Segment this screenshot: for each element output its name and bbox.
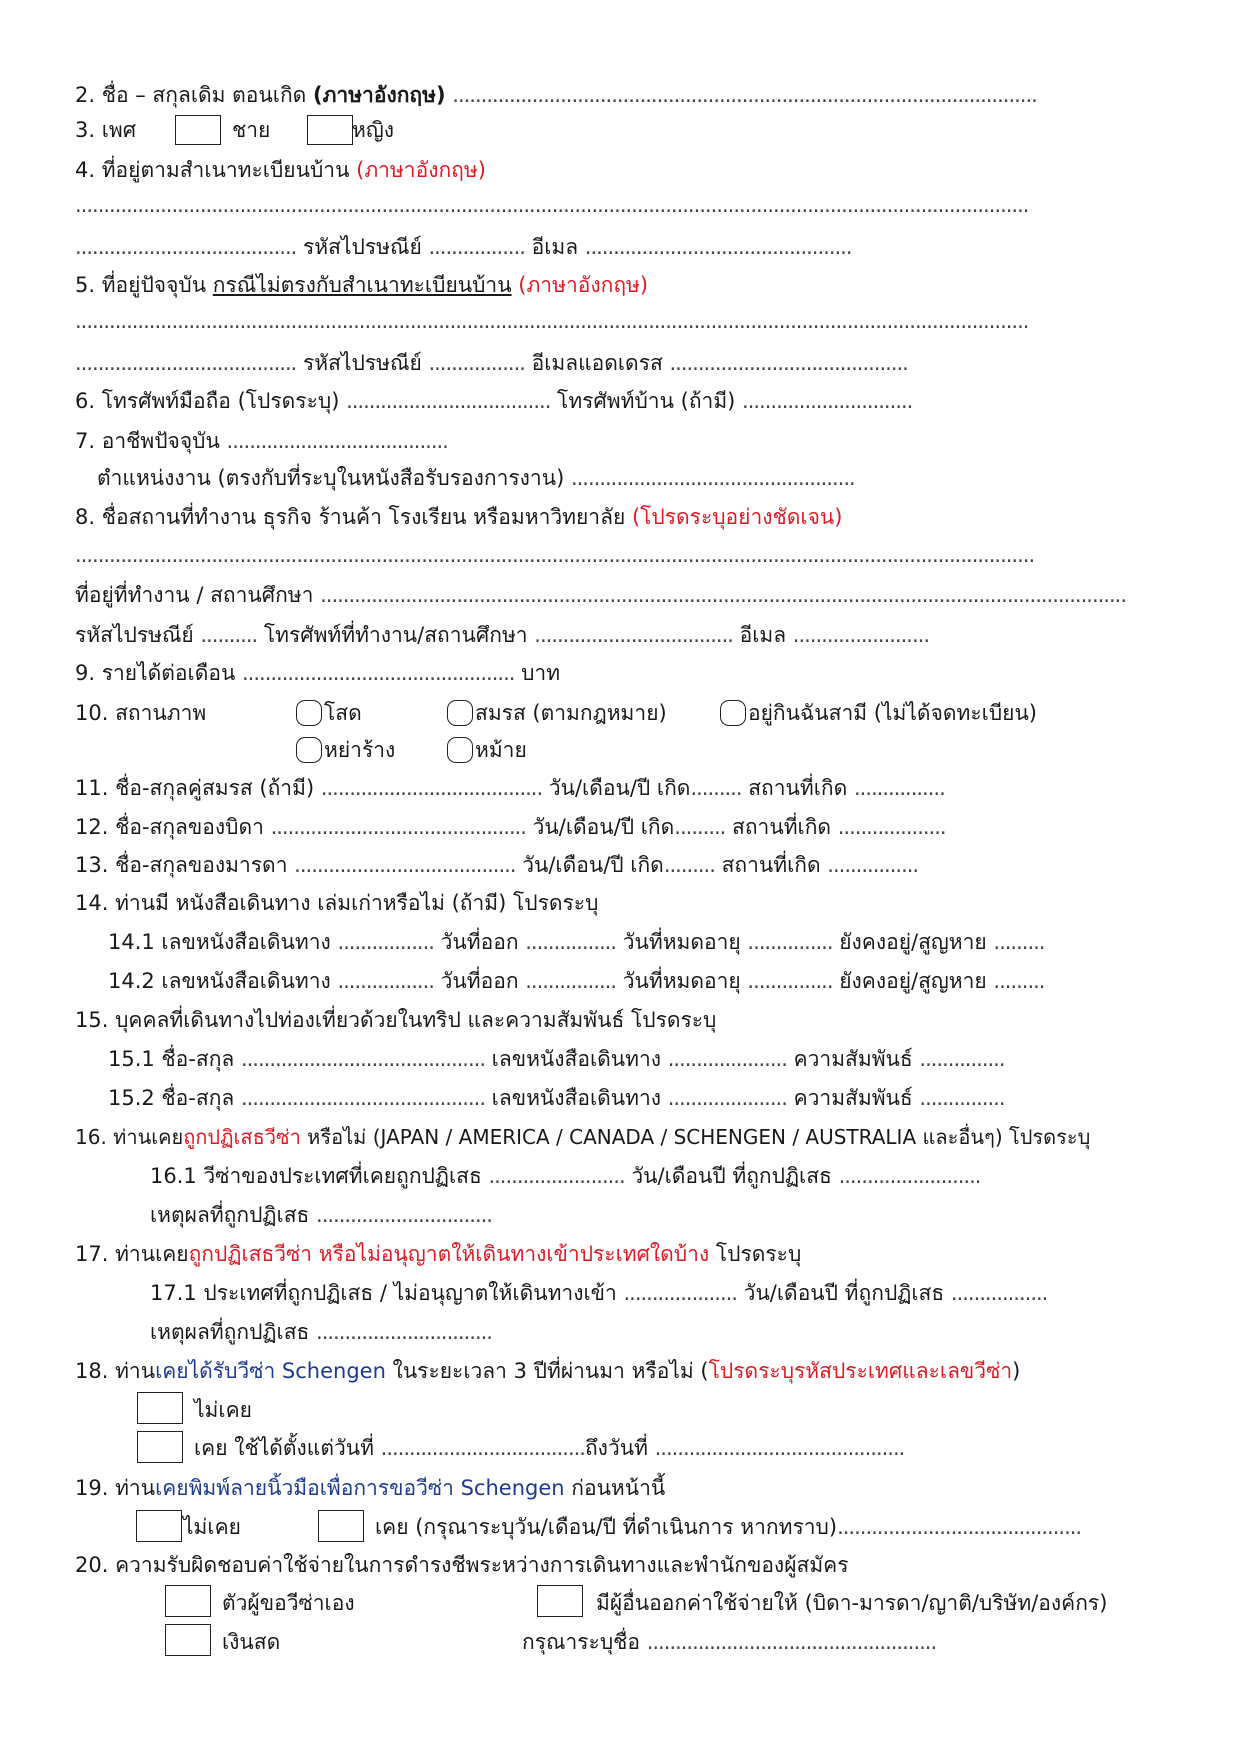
q6-home-field[interactable]: .............................. <box>742 389 913 413</box>
q18-blue: เคยได้รับวีซ่า Schengen <box>155 1359 386 1383</box>
q5-underline-note: กรณีไม่ตรงกับสำเนาทะเบียนบ้าน <box>212 273 512 297</box>
q4-label: 4. ที่อยู่ตามสำเนาทะเบียนบ้าน <box>75 158 357 182</box>
q18-ever-checkbox[interactable] <box>137 1431 183 1463</box>
q20-cash-label: เงินสด <box>222 1630 281 1654</box>
q19-never-checkbox[interactable] <box>136 1510 182 1542</box>
q4-address-field[interactable]: ....................................... <box>75 235 297 259</box>
q16-post: หรือไม่ (JAPAN / AMERICA / CANADA / SCHENGEN / AUSTRALIA และอื่นๆ) โปรดระบุ <box>300 1125 1091 1149</box>
q20-self-label: ตัวผู้ขอวีซ่าเอง <box>222 1591 355 1615</box>
q8-name-line[interactable]: ......................................................................................................................................................................... <box>75 543 1035 567</box>
q5-row2 <box>75 348 908 378</box>
q13-pob-label: สถานที่เกิด <box>714 853 828 877</box>
q17-red: ถูกปฏิเสธวีซ่า หรือไม่อนุญาตให้เดินทางเข้าประเทศใดบ้าง <box>188 1242 710 1266</box>
q20-other-label: มีผู้อื่นออกค่าใช้จ่ายให้ (บิดา-มารดา/ญาติ/บริษัท/องค์กร) <box>596 1591 1108 1615</box>
q17-sub-row <box>150 1278 1047 1308</box>
q6-home-label: โทรศัพท์บ้าน (ถ้ามี) <box>550 389 743 413</box>
q14-row1 <box>108 927 1044 957</box>
q17-reason-field[interactable]: ............................... <box>316 1320 492 1344</box>
q8-postcode-label: รหัสไปรษณีย์ <box>75 623 201 647</box>
q16-date-label: วัน/เดือนปี ที่ถูกปฏิเสธ <box>624 1164 839 1188</box>
q2-label: 2. ชื่อ – สกุลเดิม ตอนเกิด <box>75 83 313 107</box>
q10-label: 10. สถานภาพ <box>75 701 207 725</box>
q15-2-name-field[interactable]: ........................................... <box>240 1086 485 1110</box>
q14-1-issued-label: วันที่ออก <box>433 930 526 954</box>
q18-until-label: ถึงวันที่ <box>584 1436 655 1460</box>
married-label: สมรส (ตามกฎหมาย) <box>475 701 667 725</box>
q11-dob-field[interactable]: ......... <box>690 776 742 800</box>
q14-2-status-field[interactable]: ......... <box>993 969 1045 993</box>
q16-reason-field[interactable]: ............................... <box>316 1203 492 1227</box>
q14-row2 <box>108 966 1044 996</box>
q6-mobile-field[interactable]: .................................... <box>346 389 551 413</box>
q19-date-field[interactable]: ........................................... <box>837 1515 1082 1539</box>
q14-label: 14. ท่านมี หนังสือเดินทาง เล่มเก่าหรือไม่ (ถ้ามี) โปรดระบุ <box>75 891 599 915</box>
q15-2-relation-field[interactable]: ............... <box>919 1086 1005 1110</box>
q5-address-line[interactable]: ........................................................................................................................................................................ <box>75 309 1029 333</box>
q7-row <box>75 426 448 456</box>
q5-email-label: อีเมลแอดเดรส <box>524 351 670 375</box>
q9-row <box>75 658 560 688</box>
q17-pre: 17. ท่านเคย <box>75 1242 189 1266</box>
q8-email-field[interactable]: ........................ <box>792 623 929 647</box>
q12-pob-label: สถานที่เกิด <box>725 815 838 839</box>
q11-dob-label: วัน/เดือน/ปี เกิด <box>542 776 691 800</box>
q11-name-field[interactable]: ....................................... <box>320 776 543 800</box>
q15-1-label: 15.1 ชื่อ-สกุล <box>108 1047 241 1071</box>
q12-pob-field[interactable]: ................... <box>837 815 946 839</box>
q5-postcode-label: รหัสไปรษณีย์ <box>296 351 429 375</box>
q8-postcode-field[interactable]: .......... <box>200 623 258 647</box>
q15-1-passport-field[interactable]: ..................... <box>667 1047 787 1071</box>
q17-row <box>75 1239 801 1269</box>
q5-email-field[interactable]: .......................................... <box>669 351 908 375</box>
q20-label: 20. ความรับผิดชอบค่าใช้จ่ายในการดำรงชีพระหว่างการเดินทางและพำนักของผู้สมัคร <box>75 1553 849 1577</box>
q8-email-label: อีเมล <box>732 623 793 647</box>
q17-reason-label: เหตุผลที่ถูกปฏิเสธ <box>150 1320 317 1344</box>
widowed-label: หม้าย <box>475 738 527 762</box>
q16-sub-row <box>150 1161 980 1191</box>
q15-1-passport-label: เลขหนังสือเดินทาง <box>485 1047 668 1071</box>
q14-2-expiry-field[interactable]: ............... <box>747 969 833 993</box>
q16-reason-label: เหตุผลที่ถูกปฏิเสธ <box>150 1203 317 1227</box>
divorced-radio[interactable] <box>296 737 322 763</box>
male-checkbox[interactable] <box>175 115 221 145</box>
q19-row <box>75 1473 665 1503</box>
q16-pre: 16. ท่านเคย <box>75 1125 184 1149</box>
q5-language-note: (ภาษาอังกฤษ) <box>511 273 649 297</box>
q15-2-label: 15.2 ชื่อ-สกุล <box>108 1086 241 1110</box>
q17-date-label: วัน/เดือนปี ที่ถูกปฏิเสธ <box>736 1281 951 1305</box>
q7-label: 7. อาชีพปัจจุบัน <box>75 429 227 453</box>
q14-1-expiry-field[interactable]: ............... <box>747 930 833 954</box>
q2-emphasis: (ภาษาอังกฤษ) <box>312 83 446 107</box>
q18-from-field[interactable]: .................................... <box>380 1436 585 1460</box>
cohabit-label: อยู่กินฉันสามี (ไม่ได้จดทะเบียน) <box>748 701 1037 725</box>
q8-phone-field[interactable]: ................................... <box>534 623 733 647</box>
q6-mobile-label: 6. โทรศัพท์มือถือ (โปรดระบุ) <box>75 389 347 413</box>
q12-label: 12. ชื่อ-สกุลของบิดา <box>75 815 271 839</box>
q14-1-issued-field[interactable]: ................ <box>525 930 617 954</box>
q15-1-name-field[interactable]: ........................................... <box>240 1047 485 1071</box>
q8-contact-row <box>75 620 929 650</box>
q18-never-label: ไม่เคย <box>194 1398 252 1422</box>
q15-1-relation-label: ความสัมพันธ์ <box>786 1047 920 1071</box>
q8-note: (โปรดระบุอย่างชัดเจน) <box>631 505 843 529</box>
q7-position-field[interactable]: .................................................. <box>570 466 855 490</box>
q18-ever-label: เคย ใช้ได้ตั้งแต่วันที่ <box>194 1436 381 1460</box>
q7-position-label: ตำแหน่งงาน (ตรงกับที่ระบุในหนังสือรับรองการงาน) <box>97 466 571 490</box>
q6-row <box>75 386 912 416</box>
q18-mid: ในระยะเวลา 3 ปีที่ผ่านมา หรือไม่ ( <box>385 1359 709 1383</box>
divorced-label: หย่าร้าง <box>324 738 396 762</box>
q8-address-field[interactable]: .............................................................................................................................................. <box>320 583 1127 607</box>
q4-postcode-field[interactable]: ................. <box>428 235 525 259</box>
single-label: โสด <box>324 701 362 725</box>
q19-ever-row <box>375 1512 1081 1542</box>
q20-name-row <box>522 1627 936 1657</box>
q17-country-field[interactable]: .................... <box>623 1281 737 1305</box>
single-radio[interactable] <box>296 700 322 726</box>
q20-name-label: กรุณาระบุชื่อ <box>522 1630 647 1654</box>
q12-dob-label: วัน/เดือน/ปี เกิด <box>525 815 675 839</box>
q5-row <box>75 270 648 300</box>
married-radio[interactable] <box>447 700 473 726</box>
q9-label: 9. รายได้ต่อเดือน <box>75 661 242 685</box>
q18-until-field[interactable]: ............................................ <box>654 1436 905 1460</box>
q5-label: 5. ที่อยู่ปัจจุบัน <box>75 273 213 297</box>
q14-2-expiry-label: วันที่หมดอายุ <box>616 969 748 993</box>
cohabit-radio[interactable] <box>720 700 746 726</box>
q16-reason-row <box>150 1200 492 1230</box>
q8-row <box>75 502 842 532</box>
q19-never-label: ไม่เคย <box>183 1515 241 1539</box>
q19-post: ก่อนหน้านี้ <box>564 1476 666 1500</box>
q13-row <box>75 850 918 880</box>
q12-dob-field[interactable]: ......... <box>674 815 726 839</box>
q4-address-line[interactable]: ........................................................................................................................................................................ <box>75 193 1029 217</box>
q4-language-note: (ภาษาอังกฤษ) <box>356 158 486 182</box>
q15-2-relation-label: ความสัมพันธ์ <box>786 1086 920 1110</box>
q17-post: โปรดระบุ <box>709 1242 802 1266</box>
q4-email-field[interactable]: ............................................... <box>584 235 852 259</box>
q15-2-passport-field[interactable]: ..................... <box>667 1086 787 1110</box>
q7-position-row <box>97 463 855 493</box>
q15-1-relation-field[interactable]: ............... <box>919 1047 1005 1071</box>
q2-row <box>75 80 1037 110</box>
q16-sub-label: 16.1 วีซ่าของประเทศที่เคยถูกปฏิเสธ <box>150 1164 489 1188</box>
female-checkbox[interactable] <box>307 115 353 145</box>
q18-post: ) <box>1012 1359 1021 1383</box>
q13-label: 13. ชื่อ-สกุลของมารดา <box>75 853 295 877</box>
q17-sub-label: 17.1 ประเทศที่ถูกปฏิเสธ / ไม่อนุญาตให้เดินทางเข้า <box>150 1281 624 1305</box>
q11-row <box>75 773 945 803</box>
q9-unit: บาท <box>514 661 561 685</box>
q14-1-status-label: ยังคงอยู่/สูญหาย <box>832 930 994 954</box>
q20-other-checkbox[interactable] <box>537 1585 583 1617</box>
q14-1-expiry-label: วันที่หมดอายุ <box>616 930 748 954</box>
q13-dob-label: วัน/เดือน/ปี เกิด <box>515 853 664 877</box>
female-label: หญิง <box>352 118 394 142</box>
q2-field[interactable]: ....................................................................................................... <box>452 83 1037 107</box>
q17-date-field[interactable]: ................. <box>950 1281 1048 1305</box>
q4-email-label: อีเมล <box>524 235 585 259</box>
q14-1-status-field[interactable]: ......... <box>993 930 1045 954</box>
q15-row2 <box>108 1083 1005 1113</box>
q12-name-field[interactable]: ............................................. <box>270 815 526 839</box>
q18-row <box>75 1356 1020 1386</box>
q8-phone-label: โทรศัพท์ที่ทำงาน/สถานศึกษา <box>257 623 535 647</box>
q11-label: 11. ชื่อ-สกุลคู่สมรส (ถ้ามี) <box>75 776 321 800</box>
q4-postcode-label: รหัสไปรษณีย์ <box>296 235 429 259</box>
q20-cash-checkbox[interactable] <box>165 1624 211 1656</box>
q19-ever-checkbox[interactable] <box>318 1510 364 1542</box>
q3-label: 3. เพศ <box>75 118 137 142</box>
q11-pob-label: สถานที่เกิด <box>741 776 854 800</box>
q5-postcode-field[interactable]: ................. <box>428 351 525 375</box>
male-label: ชาย <box>232 118 271 142</box>
q4-row2 <box>75 232 852 262</box>
q18-never-checkbox[interactable] <box>137 1392 183 1424</box>
q4-row <box>75 155 486 185</box>
q8-address-row <box>75 580 1126 610</box>
widowed-radio[interactable] <box>447 737 473 763</box>
q14-2-issued-label: วันที่ออก <box>433 969 526 993</box>
q12-row <box>75 812 946 842</box>
q7-occupation-field[interactable]: ....................................... <box>226 429 448 453</box>
q14-1-label: 14.1 เลขหนังสือเดินทาง <box>108 930 338 954</box>
q5-address-field[interactable]: ....................................... <box>75 351 297 375</box>
q13-name-field[interactable]: ....................................... <box>294 853 516 877</box>
q8-address-label: ที่อยู่ที่ทำงาน / สถานศึกษา <box>75 583 321 607</box>
q13-dob-field[interactable]: ......... <box>663 853 715 877</box>
q20-name-field[interactable]: ................................................... <box>646 1630 937 1654</box>
q9-income-field[interactable]: ................................................ <box>242 661 515 685</box>
q16-row <box>75 1122 1090 1152</box>
q14-1-number-field[interactable]: ................. <box>337 930 434 954</box>
q14-2-label: 14.2 เลขหนังสือเดินทาง <box>108 969 338 993</box>
q19-pre: 19. ท่าน <box>75 1476 156 1500</box>
q15-label: 15. บุคคลที่เดินทางไปท่องเที่ยวด้วยในทริป และความสัมพันธ์ โปรดระบุ <box>75 1008 717 1032</box>
q16-country-field[interactable]: ........................ <box>488 1164 625 1188</box>
q16-red: ถูกปฏิเสธวีซ่า <box>183 1125 301 1149</box>
q17-reason-row <box>150 1317 492 1347</box>
q15-2-passport-label: เลขหนังสือเดินทาง <box>485 1086 668 1110</box>
q18-ever-row <box>194 1433 904 1463</box>
q14-2-status-label: ยังคงอยู่/สูญหาย <box>832 969 994 993</box>
q8-label: 8. ชื่อสถานที่ทำงาน ธุรกิจ ร้านค้า โรงเรียน หรือมหาวิทยาลัย <box>75 505 632 529</box>
q18-red: โปรดระบุรหัสประเทศและเลขวีซ่า <box>708 1359 1013 1383</box>
q14-2-issued-field[interactable]: ................ <box>525 969 617 993</box>
q15-row1 <box>108 1044 1005 1074</box>
q16-date-field[interactable]: ......................... <box>838 1164 981 1188</box>
q13-pob-field[interactable]: ................ <box>827 853 919 877</box>
q18-pre: 18. ท่าน <box>75 1359 156 1383</box>
q11-pob-field[interactable]: ................ <box>853 776 945 800</box>
q19-ever-label: เคย (กรุณาระบุวัน/เดือน/ปี ที่ดำเนินการ หากทราบ) <box>375 1515 838 1539</box>
q14-2-number-field[interactable]: ................. <box>337 969 434 993</box>
q20-self-checkbox[interactable] <box>165 1585 211 1617</box>
q19-blue: เคยพิมพ์ลายนิ้วมือเพื่อการขอวีซ่า Schengen <box>155 1476 565 1500</box>
